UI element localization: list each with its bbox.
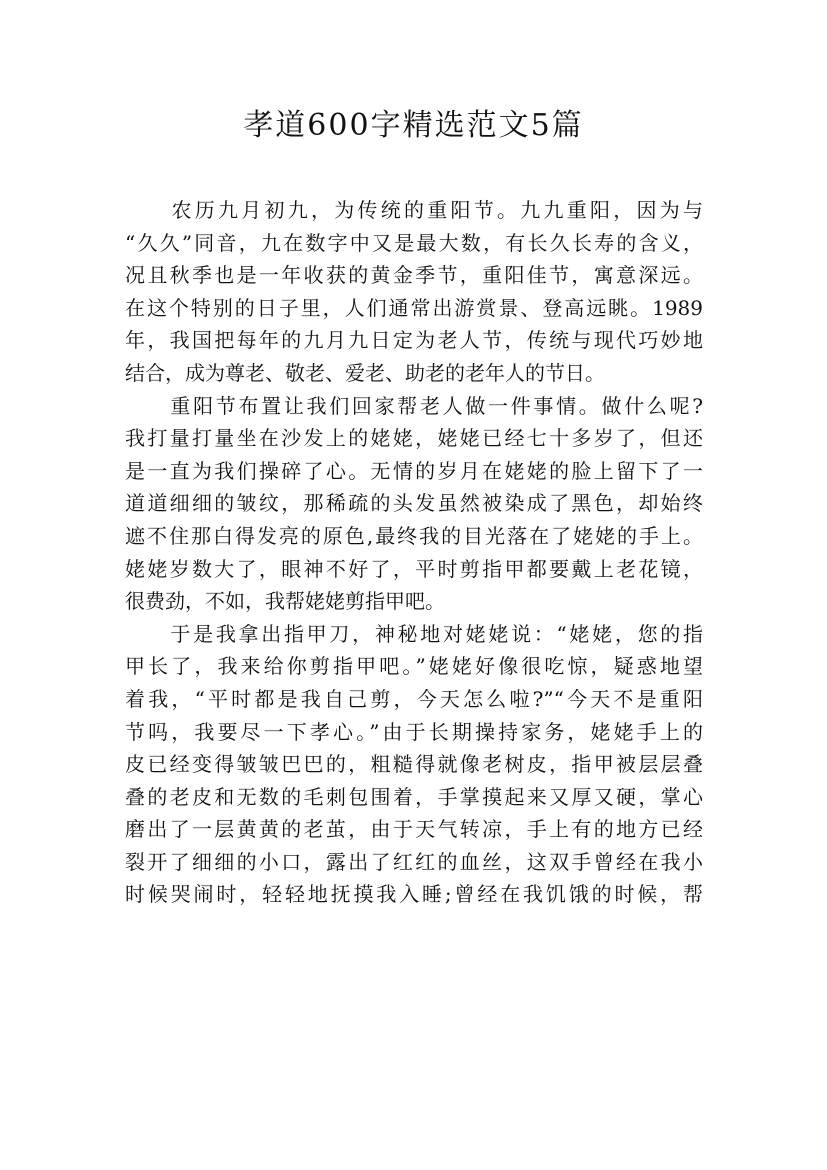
text-line: 着我，“平时都是我自己剪，今天怎么啦?”“今天不是重阳 xyxy=(125,686,703,711)
text-line: 磨出了一层黄黄的老茧，由于天气转凉，手上有的地方已经 xyxy=(125,817,703,842)
text-line: 年，我国把每年的九月九日定为老人节，传统与现代巧妙地 xyxy=(125,328,703,353)
paragraph-1 xyxy=(125,194,703,390)
text-line: 重阳节布置让我们回家帮老人做一件事情。做什么呢? xyxy=(125,393,703,418)
paragraph-2 xyxy=(125,390,703,618)
text-line: 农历九月初九，为传统的重阳节。九九重阳，因为与 xyxy=(125,198,703,222)
text-line: “久久”同音，九在数字中又是最大数，有长久长寿的含义， xyxy=(125,230,703,255)
text-line: 皮已经变得皱皱巴巴的，粗糙得就像老树皮，指甲被层层叠 xyxy=(125,752,703,777)
text-line: 道道细细的皱纹，那稀疏的头发虽然被染成了黑色，却始终 xyxy=(125,491,703,516)
text-line: 于是我拿出指甲刀，神秘地对姥姥说：“姥姥，您的指 xyxy=(125,621,703,646)
text-line: 遮不住那白得发亮的原色,最终我的目光落在了姥姥的手上。 xyxy=(125,523,703,548)
text-line: 很费劲，不如，我帮姥姥剪指甲吧。 xyxy=(125,589,445,614)
text-line: 叠的老皮和无数的毛刺包围着，手掌摸起来又厚又硬，掌心 xyxy=(125,784,703,809)
text-line: 节吗，我要尽一下孝心。”由于长期操持家务，姥姥手上的 xyxy=(125,719,703,744)
text-line: 姥姥岁数大了，眼神不好了，平时剪指甲都要戴上老花镜， xyxy=(125,556,703,581)
text-line: 况且秋季也是一年收获的黄金季节，重阳佳节，寓意深远。 xyxy=(125,263,703,288)
text-line: 结合，成为尊老、敬老、爱老、助老的老年人的节日。 xyxy=(125,360,605,385)
text-line: 裂开了细细的小口，露出了红红的血丝，这双手曾经在我小 xyxy=(125,849,703,874)
text-line: 是一直为我们操碎了心。无情的岁月在姥姥的脸上留下了一 xyxy=(125,458,703,483)
text-line: 在这个特别的日子里，人们通常出游赏景、登高远眺。1989 xyxy=(125,295,703,320)
text-line: 我打量打量坐在沙发上的姥姥，姥姥已经七十多岁了，但还 xyxy=(125,426,703,451)
document-title: 孝道600字精选范文5篇 xyxy=(243,108,584,143)
text-line: 甲长了，我来给你剪指甲吧。”姥姥好像很吃惊，疑惑地望 xyxy=(125,654,703,679)
text-line: 时候哭闹时，轻轻地抚摸我入睡;曾经在我饥饿的时候，帮 xyxy=(125,882,703,907)
paragraph-3 xyxy=(125,618,703,911)
document-body xyxy=(125,194,703,911)
